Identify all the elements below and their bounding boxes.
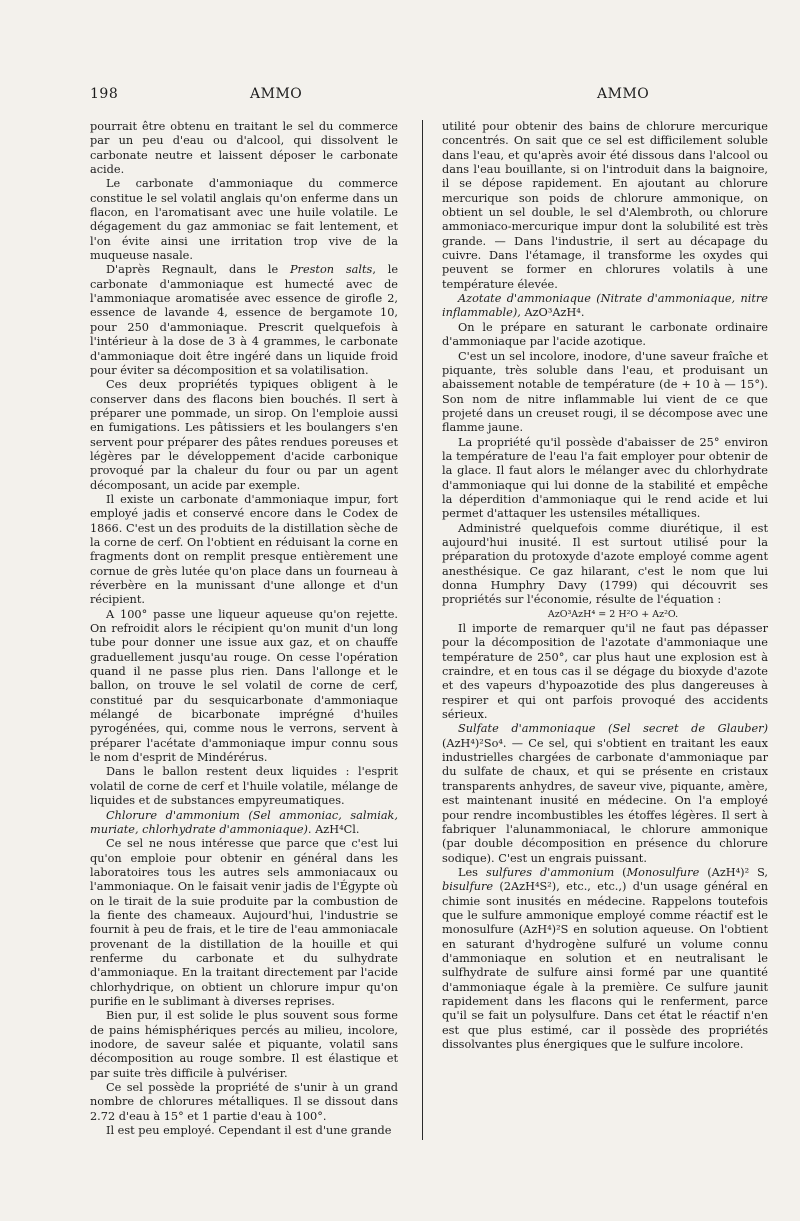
paragraph: pourrait être obtenu en traitant le sel du commerce par un peu d'eau ou d'alcool, qui dissolvent le carbonate neutre et laissent déposer le carbonate acide. [90,120,398,177]
section-heading-chlorure: Chlorure d'ammonium (Sel ammoniac, salmiak, muriate, chlorhydrate d'ammoniaque). AzH⁴Cl. [90,808,398,836]
paragraph: Il importe de remarquer qu'il ne faut pas dépasser pour la décomposition de l'azotate d'ammoniaque une température de 250°, car plus haut une explosion est à craindre, et en tous cas il se dégage du bioxyde d'azote et des vapeurs d'hypoazotide des plus dangereuses à respirer et qui ont parfois provoqué des accidents sérieux. [442,622,768,722]
paragraph: Le carbonate d'ammoniaque du commerce constitue le sel volatil anglais qu'on enferme dans un flacon, en l'aromatisant avec une huile volatile. Le dégagement du gaz ammoniac se fait lentement, et l'on évite ainsi une irritation trop vive de la muqueuse nasale. [90,177,398,263]
paragraph: On le prépare en saturant le carbonate ordinaire d'ammoniaque par l'acide azotique. [442,320,768,349]
right-column [442,120,768,1052]
paragraph: La propriété qu'il possède d'abaisser de 25° environ la température de l'eau l'a fait employer pour obtenir de la glace. Il faut alors le mélanger avec du chlorhydrate d'ammoniaque qui lui donne de la stabilité et empêche la déperdition d'ammoniaque qui le rend acide et lui permet d'attaquer les ustensiles métalliques. [442,435,768,521]
paragraph: Ce sel possède la propriété de s'unir à un grand nombre de chlorures métalliques. Il se dissout dans 2.72 d'eau à 15° et 1 partie d'eau à 100°. [90,1081,398,1123]
column-divider [422,120,423,1140]
section-heading-sulfate: Sulfate d'ammoniaque (Sel secret de Glauber) (AzH⁴)²So⁴. — Ce sel, qui s'obtient en traitant les eaux industrielles chargées de carbonate d'ammoniaque par du sulfate de chaux, et qui se présente en cristaux transparents anhydres, de saveur vive, piquante, amère, est maintenant inusité en médecine. On l'a employé pour rendre incombustibles les étoffes légères. Il sert à fabriquer l'alunammoniacal, le chlorure ammonique (par double décomposition en présence du chlorure sodique). C'est un engrais puissant. [442,722,768,865]
paragraph: Ce sel ne nous intéresse que parce que c'est lui qu'on emploie pour obtenir en général dans les laboratoires tous les autres sels ammoniacaux ou l'ammoniaque. On le faisait venir jadis de l'Égypte où on le tirait de la suie produite par la combustion de la fiente des chameaux. Aujourd'hui, l'industrie se fournit à peu de frais, et le tire de l'eau ammoniacale provenant de la distillation de la houille et qui renferme du carbonate et du sulhydrate d'ammoniaque. En la traitant directement par l'acide chlorhydrique, on obtient un chlorure impur qu'on purifie en le sublimant à diverses reprises. [90,837,398,1008]
left-column [90,120,398,1138]
paragraph: C'est un sel incolore, inodore, d'une saveur fraîche et piquante, très soluble dans l'eau, et produisant un abaissement notable de température (de + 10 à — 15°). Son nom de nitre inflammable lui vient de ce que projeté dans un creuset rougi, il se décompose avec une flamme jaune. [442,349,768,435]
paragraph: D'après Regnault, dans le Preston salts, le carbonate d'ammoniaque est humecté avec de l'ammoniaque aromatisée avec essence de girofle 2, essence de lavande 4, essence de bergamote 10, pour 250 d'ammoniaque. Prescrit quelquefois à l'intérieur à la dose de 3 à 4 grammes, le carbonate d'ammoniaque doit être ingéré dans un liquide froid pour éviter sa décomposition et sa volatilisation. [90,263,399,377]
paragraph: Ces deux propriétés typiques obligent à le conserver dans des flacons bien bouchés. Il sert à préparer une pommade, un sirop. On l'emploie aussi en fumigations. Les pâtissiers et les boulangers s'en servent pour préparer des pâtes rendues poreuses et légères par le développement d'acide carbonique provoqué par la chaleur du four ou par un agent décomposant, un acide par exemple. [90,378,398,492]
left-running-head: AMMO [250,86,303,102]
paragraph: A 100° passe une liqueur aqueuse qu'on rejette. On refroidit alors le récipient qu'on munit d'un long tube pour donner une issue aux gaz, et on chauffe graduellement jusqu'au rouge. On cesse l'opération quand il ne passe plus rien. Dans l'allonge et le ballon, on trouve le sel volatil de corne de cerf, constitué par du sesquicarbonate d'ammoniaque mélangé de bicarbonate imprégné d'huiles pyrogénées, qui, comme nous le verrons, servent à préparer l'acétate d'ammoniaque impur connu sous le nom d'esprit de Mindérérus. [90,607,398,765]
chemical-equation: AzO³AzH⁴ = 2 H²O + Az²O. [547,608,679,620]
section-heading-azotate: Azotate d'ammoniaque (Nitrate d'ammoniaque, nitre inflammable), AzO³AzH⁴. [442,292,768,320]
right-running-head: AMMO [597,86,650,102]
paragraph: utilité pour obtenir des bains de chlorure mercurique concentrés. On sait que ce sel est difficilement soluble dans l'eau, et qu'après avoir été dissous dans l'alcool ou dans l'eau bouillante, si on l'introduit dans la baignoire, il se dépose rapidement. En ajoutant au chlorure mercurique son poids de chlorure ammonique, on obtient un sel double, le sel d'Alembroth, ou chlorure ammoniaco-mercurique impur dont la solubilité est très grande. — Dans l'industrie, il sert au décapage du cuivre. Dans l'étamage, il transforme les oxydes qui peuvent se former en chlorures volatils à une température élevée. [442,120,768,291]
paragraph: Il existe un carbonate d'ammoniaque impur, fort employé jadis et conservé encore dans le Codex de 1866. C'est un des produits de la distillation sèche de la corne de cerf. On l'obtient en réduisant la corne en fragments dont on remplit presque entièrement une cornue de grès lutée qu'on place dans un fourneau à réverbère en la munissant d'une allonge et d'un récipient. [90,492,398,607]
paragraph: Il est peu employé. Cependant il est d'une grande [106,1124,392,1138]
section-heading-sulfures: Les sulfures d'ammonium (Monosulfure (AzH⁴)² S, bisulfure (2AzH⁴S²), etc., etc.,) d'un usage général en chimie sont inusités en médecine. Rappelons toutefois que le sulfure ammonique employé comme réactif est le monosulfure (AzH⁴)²S en solution aqueuse. On l'obtient en saturant d'hydrogène sulfuré un volume connu d'ammoniaque en solution et en neutralisant le sulfhydrate de sulfure ainsi formé par une quantité d'ammoniaque égale à la première. Ce sulfure jaunit rapidement dans les flacons qui le renferment, parce qu'il se fait un polysulfure. Dans cet état le réactif n'en est que plus estimé, car il possède des propriétés dissolvantes plus énergiques que le sulfure incolore. [442,865,769,1051]
paragraph: Bien pur, il est solide le plus souvent sous forme de pains hémisphériques percés au milieu, incolore, inodore, de saveur salée et piquante, volatil sans décomposition au rouge sombre. Il est élastique et par suite très difficile à pulvériser. [90,1009,398,1080]
running-header [90,86,750,110]
page-number: 198 [90,86,119,102]
paragraph: Dans le ballon restent deux liquides : l'esprit volatil de corne de cerf et l'huile volatile, mélange de liquides et de substances empyreumatiques. [90,765,398,808]
paragraph: Administré quelquefois comme diurétique, il est aujourd'hui inusité. Il est surtout utilisé pour la préparation du protoxyde d'azote employé comme agent anesthésique. Ce gaz hilarant, c'est le nom que lui donna Humphry Davy (1799) qui découvrit ses propriétés sur l'économie, résulte de l'équation : [442,521,768,607]
